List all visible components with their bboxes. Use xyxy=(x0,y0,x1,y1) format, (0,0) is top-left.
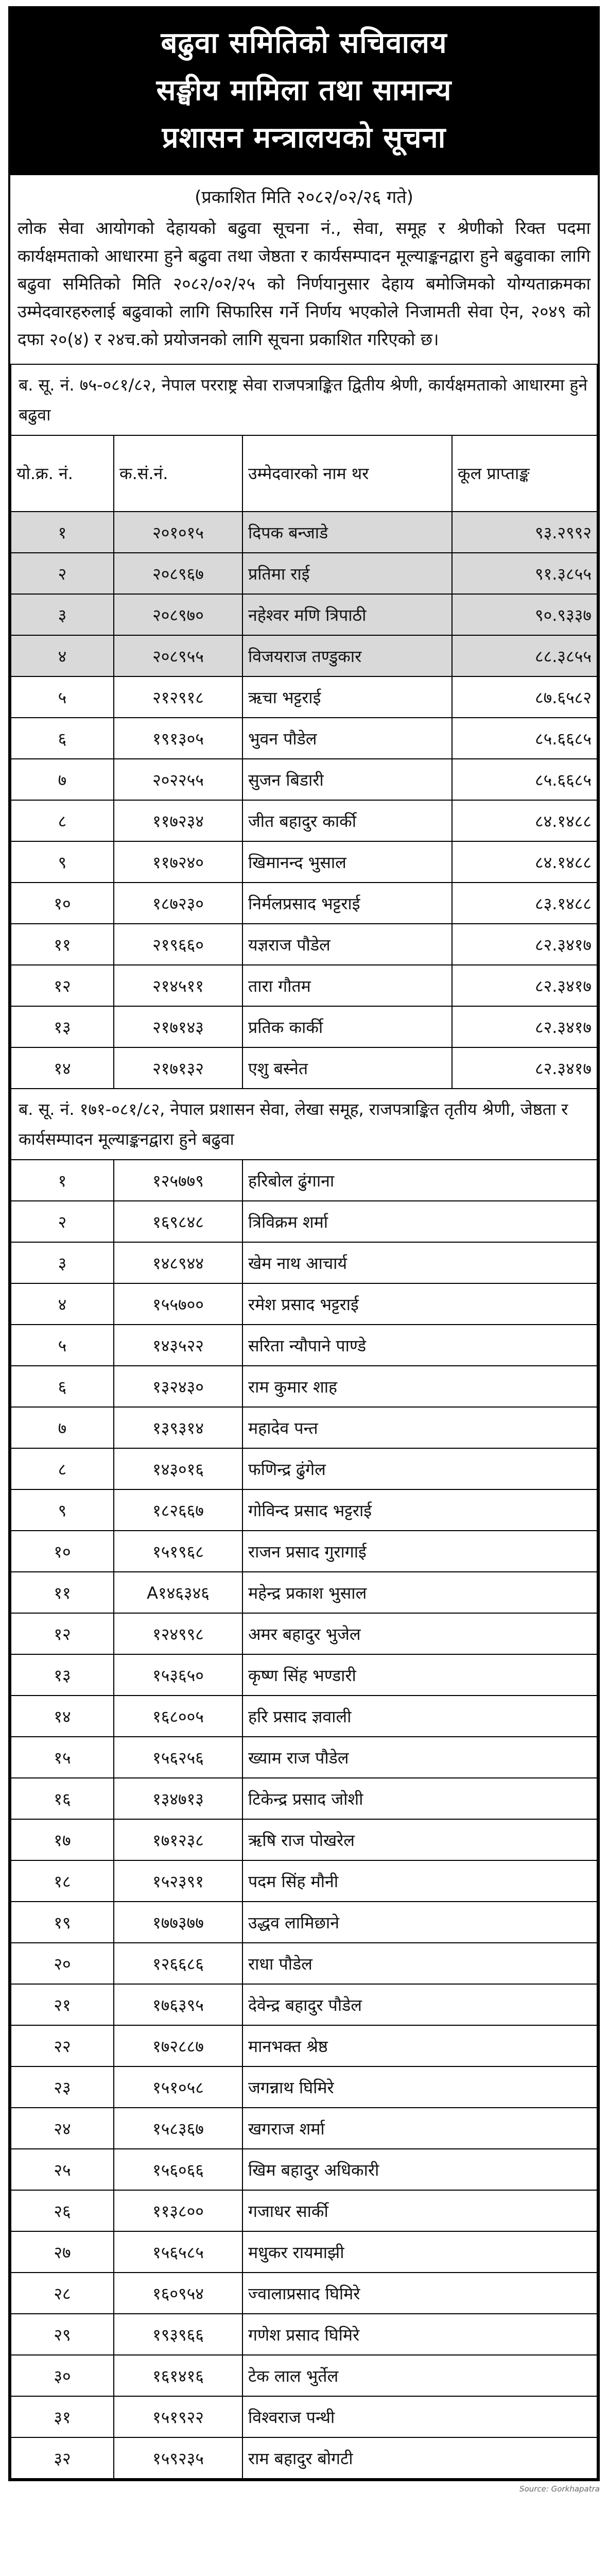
candidate-name: खिम बहादुर अधिकारी xyxy=(242,2149,597,2190)
intro-paragraph: लोक सेवा आयोगको देहायको बढुवा सूचना नं., सेवा, समूह र श्रेणीको रिक्त पदमा कार्यक्षमताको आधारमा हुने बढुवा तथा जेष्ठता र कार्यसम्पादन मूल्याङ्कनद्वारा हुने बढुवाका लागि बढुवा समितिको मिति २०८२/०२/२५ को निर्णयानुसार देहाय बमोजिमको योग्यताक्रमका उम्मेदवारहरुलाई बढुवाको लागि सिफारिस गर्ने निर्णय भएकोले निजामती सेवा ऐन, २०४९ को दफा २०(४) र २४च.को प्रयोजनको लागि सूचना प्रकाशित गरिएको छ। xyxy=(18,218,590,349)
candidate-name: जगन्नाथ घिमिरे xyxy=(242,2066,597,2108)
employee-code: १६९८४८ xyxy=(114,1201,242,1242)
serial-number: ७ xyxy=(11,1407,114,1448)
serial-number: १७ xyxy=(11,1819,114,1860)
serial-number: १० xyxy=(11,883,114,924)
serial-number: १ xyxy=(11,512,114,553)
table-row xyxy=(11,1737,597,1778)
employee-code: १७१२३८ xyxy=(114,1819,242,1860)
table-row xyxy=(11,965,597,1006)
serial-number: ५ xyxy=(11,1325,114,1366)
employee-code: १५३६५० xyxy=(114,1654,242,1696)
serial-number: ५ xyxy=(11,676,114,718)
serial-number: २९ xyxy=(11,2314,114,2355)
table-row xyxy=(11,2231,597,2273)
total-score: ८८.३८५५ xyxy=(452,635,597,676)
employee-code: ११७२३४ xyxy=(114,800,242,841)
serial-number: १४ xyxy=(11,1696,114,1737)
employee-code: १५६०६६ xyxy=(114,2149,242,2190)
table-row xyxy=(11,1860,597,1902)
table-row xyxy=(11,2066,597,2108)
candidate-name: मानभक्त श्रेष्ठ xyxy=(242,2025,597,2066)
serial-number: १३ xyxy=(11,1006,114,1047)
candidate-name: टेक लाल भुर्तेल xyxy=(242,2355,597,2396)
employee-code: १५१९२२ xyxy=(114,2396,242,2437)
total-score: ८२.३४१७ xyxy=(452,1006,597,1047)
notice-header xyxy=(10,8,598,175)
total-score: ८५.६६८५ xyxy=(452,718,597,759)
promotion-table xyxy=(10,364,598,2479)
employee-code: १९१३०५ xyxy=(114,718,242,759)
table-row xyxy=(11,594,597,635)
candidate-name: त्रिविक्रम शर्मा xyxy=(242,1201,597,1242)
employee-code: १२४९९८ xyxy=(114,1613,242,1654)
serial-number: ९ xyxy=(11,1489,114,1531)
candidate-name: गोविन्द प्रसाद भट्टराई xyxy=(242,1489,597,1531)
header-serial: यो.क्र. नं. xyxy=(11,435,114,512)
table-row xyxy=(11,676,597,718)
employee-code: ११७२४० xyxy=(114,841,242,883)
candidate-name: ऋषि राज पोखरेल xyxy=(242,1819,597,1860)
employee-code: १५५७०० xyxy=(114,1283,242,1325)
candidate-name: नहेश्वर मणि त्रिपाठी xyxy=(242,594,452,635)
serial-number: १३ xyxy=(11,1654,114,1696)
serial-number: ६ xyxy=(11,718,114,759)
table-row xyxy=(11,1984,597,2025)
employee-code: २१७१३२ xyxy=(114,1047,242,1089)
employee-code: १७६३९५ xyxy=(114,1984,242,2025)
employee-code: २०२२५५ xyxy=(114,759,242,800)
candidate-name: फणिन्द्र ढुंगेल xyxy=(242,1448,597,1489)
serial-number: १६ xyxy=(11,1778,114,1819)
employee-code: २०८९५५ xyxy=(114,635,242,676)
serial-number: १२ xyxy=(11,965,114,1006)
serial-number: २० xyxy=(11,1943,114,1984)
serial-number: ३१ xyxy=(11,2396,114,2437)
table-row xyxy=(11,883,597,924)
serial-number: ७ xyxy=(11,759,114,800)
serial-number: २८ xyxy=(11,2273,114,2314)
serial-number: ३ xyxy=(11,594,114,635)
employee-code: १९३९६६ xyxy=(114,2314,242,2355)
employee-code: १२६६८६ xyxy=(114,1943,242,1984)
table-row xyxy=(11,1325,597,1366)
table-row xyxy=(11,841,597,883)
table-row xyxy=(11,2025,597,2066)
source-credit: Source: Gorkhapatra xyxy=(519,2484,600,2494)
header-name: उम्मेदवारको नाम थर xyxy=(242,435,452,512)
candidate-name: रमेश प्रसाद भट्टराई xyxy=(242,1283,597,1325)
published-date: (प्रकाशित मिति २०८२/०२/२६ गते) xyxy=(195,187,413,208)
serial-number: १८ xyxy=(11,1860,114,1902)
table-row xyxy=(11,1613,597,1654)
table-row xyxy=(11,635,597,676)
candidate-name: सरिता न्यौपाने पाण्डे xyxy=(242,1325,597,1366)
table-row xyxy=(11,924,597,965)
table-row xyxy=(11,1006,597,1047)
table-row xyxy=(11,1943,597,1984)
employee-code: १५८३६७ xyxy=(114,2108,242,2149)
serial-number: ३० xyxy=(11,2355,114,2396)
serial-number: ९ xyxy=(11,841,114,883)
candidate-name: भुवन पौडेल xyxy=(242,718,452,759)
header-line-3: प्रशासन मन्त्रालयको सूचना xyxy=(162,121,446,155)
table-row xyxy=(11,1448,597,1489)
serial-number: १० xyxy=(11,1531,114,1572)
serial-number: ८ xyxy=(11,1448,114,1489)
employee-code: १८७२३० xyxy=(114,883,242,924)
table-row xyxy=(11,1778,597,1819)
employee-code: १७२८८७ xyxy=(114,2025,242,2066)
candidate-name: खिमानन्द भुसाल xyxy=(242,841,452,883)
candidate-name: सुजन बिडारी xyxy=(242,759,452,800)
serial-number: १२ xyxy=(11,1613,114,1654)
candidate-name: यज्ञराज पौडेल xyxy=(242,924,452,965)
employee-code: ११३८०० xyxy=(114,2190,242,2231)
table-row xyxy=(11,2190,597,2231)
table-row xyxy=(11,1696,597,1737)
candidate-name: राम बहादुर बोगटी xyxy=(242,2437,597,2479)
candidate-name: कृष्ण सिंह भण्डारी xyxy=(242,1654,597,1696)
candidate-name: मधुकर रायमाझी xyxy=(242,2231,597,2273)
candidate-name: हरि प्रसाद ज्ञवाली xyxy=(242,1696,597,1737)
serial-number: २४ xyxy=(11,2108,114,2149)
candidate-name: राजन प्रसाद गुरागाई xyxy=(242,1531,597,1572)
serial-number: १४ xyxy=(11,1047,114,1089)
serial-number: ३ xyxy=(11,1242,114,1283)
serial-number: २२ xyxy=(11,2025,114,2066)
table-row xyxy=(11,1407,597,1448)
employee-code: A१४६३४६ xyxy=(114,1572,242,1613)
employee-code: १५१०५८ xyxy=(114,2066,242,2108)
table-row xyxy=(11,2273,597,2314)
total-score: ९१.३८५५ xyxy=(452,553,597,594)
candidate-name: प्रतिक कार्की xyxy=(242,1006,452,1047)
total-score: ८४.१४८८ xyxy=(452,841,597,883)
total-score: ९३.२९९२ xyxy=(452,512,597,553)
employee-code: १३२४३० xyxy=(114,1366,242,1407)
employee-code: १४३०१६ xyxy=(114,1448,242,1489)
candidate-name: टिकेन्द्र प्रसाद जोशी xyxy=(242,1778,597,1819)
candidate-name: महेन्द्र प्रकाश भुसाल xyxy=(242,1572,597,1613)
serial-number: ४ xyxy=(11,1283,114,1325)
table-row xyxy=(11,1902,597,1943)
employee-code: २१४५११ xyxy=(114,965,242,1006)
candidate-name: अमर बहादुर भुजेल xyxy=(242,1613,597,1654)
header-line-2: सङ्घीय मामिला तथा सामान्य xyxy=(156,74,452,107)
employee-code: १३४७१३ xyxy=(114,1778,242,1819)
employee-code: १६८००५ xyxy=(114,1696,242,1737)
candidate-name: गणेश प्रसाद घिमिरे xyxy=(242,2314,597,2355)
employee-code: १२५७७९ xyxy=(114,1160,242,1201)
serial-number: १५ xyxy=(11,1737,114,1778)
employee-code: १४३५२२ xyxy=(114,1325,242,1366)
candidate-name: ख्याम राज पौडेल xyxy=(242,1737,597,1778)
table-row xyxy=(11,2108,597,2149)
candidate-name: विजयराज तण्डुकार xyxy=(242,635,452,676)
serial-number: २३ xyxy=(11,2066,114,2108)
employee-code: १५१९६८ xyxy=(114,1531,242,1572)
serial-number: ६ xyxy=(11,1366,114,1407)
candidate-name: तारा गौतम xyxy=(242,965,452,1006)
employee-code: २१२९१८ xyxy=(114,676,242,718)
employee-code: १४८९४४ xyxy=(114,1242,242,1283)
table-row xyxy=(11,2314,597,2355)
employee-code: १५६२५६ xyxy=(114,1737,242,1778)
candidate-name: उद्धव लामिछाने xyxy=(242,1902,597,1943)
total-score: ९०.९३३७ xyxy=(452,594,597,635)
total-score: ८२.३४१७ xyxy=(452,965,597,1006)
serial-number: २ xyxy=(11,1201,114,1242)
candidate-name: एशु बस्नेत xyxy=(242,1047,452,1089)
table-row xyxy=(11,1160,597,1201)
employee-code: २०१०१५ xyxy=(114,512,242,553)
candidate-name: देवेन्द्र बहादुर पौडेल xyxy=(242,1984,597,2025)
candidate-name: खेम नाथ आचार्य xyxy=(242,1242,597,1283)
candidate-name: पदम सिंह मौनी xyxy=(242,1860,597,1902)
candidate-name: ज्वालाप्रसाद घिमिरे xyxy=(242,2273,597,2314)
total-score: ८५.६६८५ xyxy=(452,759,597,800)
table-row xyxy=(11,1366,597,1407)
serial-number: ४ xyxy=(11,635,114,676)
employee-code: १६०९५४ xyxy=(114,2273,242,2314)
employee-code: १७७३७७ xyxy=(114,1902,242,1943)
serial-number: ११ xyxy=(11,1572,114,1613)
table-row xyxy=(11,553,597,594)
serial-number: ११ xyxy=(11,924,114,965)
serial-number: १ xyxy=(11,1160,114,1201)
candidate-name: राधा पौडेल xyxy=(242,1943,597,1984)
candidate-name: विश्वराज पन्थी xyxy=(242,2396,597,2437)
employee-code: १६१४१६ xyxy=(114,2355,242,2396)
candidate-name: जीत बहादुर कार्की xyxy=(242,800,452,841)
total-score: ८२.३४१७ xyxy=(452,924,597,965)
section-1-title: ब. सू. नं. ७५-०८१/८२, नेपाल परराष्ट्र सेवा राजपत्राङ्कित द्वितीय श्रेणी, कार्यक्षमताको आधारमा हुने बढुवा xyxy=(11,364,597,435)
candidate-name: निर्मलप्रसाद भट्टराई xyxy=(242,883,452,924)
table-row xyxy=(11,1654,597,1696)
employee-code: १५६५८५ xyxy=(114,2231,242,2273)
employee-code: २१९६६० xyxy=(114,924,242,965)
candidate-name: खगराज शर्मा xyxy=(242,2108,597,2149)
table-row xyxy=(11,1283,597,1325)
candidate-name: दिपक बन्जाडे xyxy=(242,512,452,553)
table-row xyxy=(11,512,597,553)
table-row xyxy=(11,2149,597,2190)
candidate-name: राम कुमार शाह xyxy=(242,1366,597,1407)
header-score: कूल प्राप्ताङ्क xyxy=(452,435,597,512)
serial-number: ३२ xyxy=(11,2437,114,2479)
header-line-1: बढुवा समितिको सचिवालय xyxy=(161,26,447,60)
employee-code: १३९३१४ xyxy=(114,1407,242,1448)
table-row xyxy=(11,1242,597,1283)
candidate-name: हरिबोल ढुंगाना xyxy=(242,1160,597,1201)
table-row xyxy=(11,2396,597,2437)
section-2-title: ब. सू. नं. १७१-०८१/८२, नेपाल प्रशासन सेवा, लेखा समूह, राजपत्राङ्कित तृतीय श्रेणी, जेष्ठता र कार्यसम्पादन मूल्याङ्कनद्वारा हुने बढुवा xyxy=(11,1089,597,1160)
table-row xyxy=(11,1489,597,1531)
table-row xyxy=(11,1201,597,1242)
serial-number: २७ xyxy=(11,2231,114,2273)
table-row xyxy=(11,1531,597,1572)
serial-number: २६ xyxy=(11,2190,114,2231)
serial-number: २ xyxy=(11,553,114,594)
serial-number: २१ xyxy=(11,1984,114,2025)
table-row xyxy=(11,800,597,841)
employee-code: १५२३९१ xyxy=(114,1860,242,1902)
total-score: ८४.१४८८ xyxy=(452,800,597,841)
table-row xyxy=(11,2355,597,2396)
table-row xyxy=(11,759,597,800)
employee-code: २१७१४३ xyxy=(114,1006,242,1047)
table-row xyxy=(11,1819,597,1860)
total-score: ८२.३४१७ xyxy=(452,1047,597,1089)
employee-code: १८२६६७ xyxy=(114,1489,242,1531)
candidate-name: गजाधर सार्की xyxy=(242,2190,597,2231)
employee-code: २०८९६७ xyxy=(114,553,242,594)
table-row xyxy=(11,1572,597,1613)
serial-number: १९ xyxy=(11,1902,114,1943)
table-row xyxy=(11,718,597,759)
serial-number: २५ xyxy=(11,2149,114,2190)
table-row xyxy=(11,1047,597,1089)
total-score: ८७.६५८२ xyxy=(452,676,597,718)
candidate-name: प्रतिमा राई xyxy=(242,553,452,594)
serial-number: ८ xyxy=(11,800,114,841)
employee-code: २०८९७० xyxy=(114,594,242,635)
employee-code: १५९२३५ xyxy=(114,2437,242,2479)
table-row xyxy=(11,2437,597,2479)
candidate-name: महादेव पन्त xyxy=(242,1407,597,1448)
total-score: ८३.१४८८ xyxy=(452,883,597,924)
candidate-name: ऋचा भट्टराई xyxy=(242,676,452,718)
notice xyxy=(8,6,600,2481)
header-code: क.सं.नं. xyxy=(114,435,242,512)
